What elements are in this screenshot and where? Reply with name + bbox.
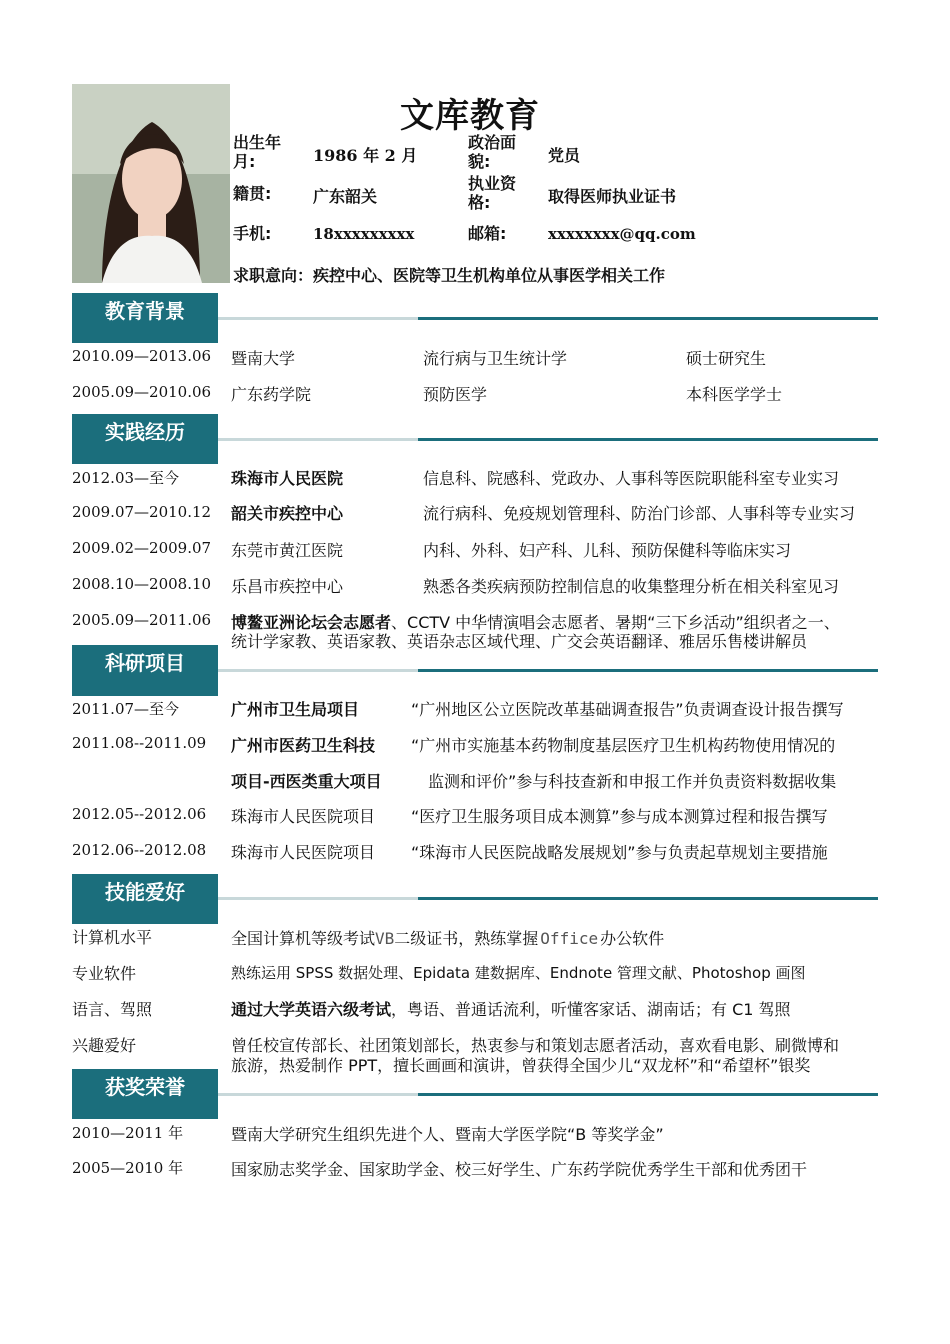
- license-label-line2: 格:: [468, 193, 491, 212]
- practice-org: 珠海市人民医院: [231, 469, 344, 488]
- practice-desc: 内科、外科、妇产科、儿科、预防保健科等临床实习: [423, 541, 792, 560]
- award-date: 2005—2010 年: [72, 1159, 184, 1177]
- edu-date: 2005.09—2010.06: [72, 383, 212, 401]
- research-date: 2011.07—至今: [72, 700, 180, 718]
- skill-computer-d: Office: [540, 929, 599, 948]
- email-value: xxxxxxxx@qq.com: [548, 225, 696, 243]
- award-date: 2010—2011 年: [72, 1124, 184, 1142]
- research-desc: “珠海市人民医院战略发展规划”参与负责起草规划主要措施: [411, 843, 828, 862]
- politics-label-line2: 貌:: [468, 152, 491, 171]
- section-header-education: 教育背景: [72, 293, 218, 343]
- section-header-practice: 实践经历: [72, 414, 218, 464]
- license-label-line1: 执业资: [468, 174, 517, 193]
- phone-label: 手机:: [233, 224, 272, 243]
- research-org: 珠海市人民医院项目: [231, 843, 376, 862]
- research-org: 广州市卫生局项目: [231, 700, 360, 719]
- research-date: 2012.06--2012.08: [72, 841, 207, 859]
- skill-hobby-line2: 旅游，热爱制作 PPT，擅长画画和演讲，曾获得全国少儿“双龙杯”和“希望杯”银奖: [231, 1056, 811, 1075]
- section-divider-education: [218, 317, 878, 320]
- skill-language-rest: ，粤语、普通话流利，听懂客家话、湖南话；有 C1 驾照: [391, 1000, 791, 1019]
- research-desc: “广州市实施基本药物制度基层医疗卫生机构药物使用情况的: [411, 736, 836, 755]
- practice-desc: 信息科、院感科、党政办、人事科等医院职能科室专业实习: [423, 469, 840, 488]
- birth-label: [233, 133, 281, 171]
- politics-value: 党员: [548, 146, 581, 165]
- skill-hobby-line1: 曾任校宣传部长、社团策划部长，热衷参与和策划志愿者活动，喜欢看电影、刷微博和: [231, 1036, 840, 1055]
- practice-org: 博鳌亚洲论坛会志愿者: [231, 613, 392, 632]
- practice-date: 2005.09—2011.06: [72, 611, 212, 629]
- practice-date: 2008.10—2008.10: [72, 575, 212, 593]
- edu-school: 暨南大学: [231, 349, 296, 368]
- section-divider-skills: [218, 897, 878, 900]
- politics-label-line1: 政治面: [468, 133, 517, 152]
- license-value: 取得医师执业证书: [548, 187, 677, 206]
- practice-desc: 、CCTV 中华情演唱会志愿者、暑期“三下乡活动”组织者之一、: [391, 613, 840, 632]
- edu-degree: 硕士研究生: [686, 349, 767, 368]
- edu-major: 流行病与卫生统计学: [423, 349, 568, 368]
- section-divider-awards: [218, 1093, 878, 1096]
- practice-org: 乐昌市疾控中心: [231, 577, 344, 596]
- research-date: 2011.08--2011.09: [72, 734, 207, 752]
- origin-value: 广东韶关: [313, 187, 378, 206]
- skill-computer-e: 办公软件: [600, 929, 665, 948]
- skill-value-software: 熟练运用 SPSS 数据处理、Epidata 建数据库、Endnote 管理文献、Photoshop 画图: [231, 964, 806, 982]
- edu-degree: 本科医学学士: [686, 385, 783, 404]
- profile-photo: [72, 84, 230, 283]
- practice-date: 2009.02—2009.07: [72, 539, 212, 557]
- practice-org: 韶关市疾控中心: [231, 504, 344, 523]
- birth-label-line1: 出生年: [233, 133, 282, 152]
- research-org: 广州市医药卫生科技: [231, 736, 376, 755]
- award-desc: 国家励志奖学金、国家助学金、校三好学生、广东药学院优秀学生干部和优秀团干: [231, 1160, 808, 1179]
- edu-major: 预防医学: [423, 385, 488, 404]
- section-header-skills: 技能爱好: [72, 874, 218, 924]
- practice-desc: 熟悉各类疾病预防控制信息的收集整理分析在相关科室见习: [423, 577, 840, 596]
- practice-date: 2009.07—2010.12: [72, 503, 212, 521]
- skill-label-software: 专业软件: [72, 964, 137, 983]
- research-desc: “医疗卫生服务项目成本测算”参与成本测算过程和报告撰写: [411, 807, 828, 826]
- section-divider-practice: [218, 438, 878, 441]
- skill-computer-a: 全国计算机等级考试: [231, 929, 376, 948]
- candidate-name: 文库教育: [400, 96, 540, 136]
- license-label: [468, 174, 516, 212]
- skill-label-hobby: 兴趣爱好: [72, 1036, 137, 1055]
- phone-value: 18xxxxxxxxx: [313, 225, 415, 243]
- research-org: 珠海市人民医院项目: [231, 807, 376, 826]
- edu-school: 广东药学院: [231, 385, 312, 404]
- skill-language-bold: 通过大学英语六级考试: [231, 1000, 392, 1019]
- section-divider-research: [218, 669, 878, 672]
- skill-computer-c: 二级证书，熟练掌握: [394, 929, 539, 948]
- birth-label-line2: 月:: [233, 152, 256, 171]
- job-intent: 求职意向：疾控中心、医院等卫生机构单位从事医学相关工作: [233, 266, 666, 285]
- email-label: 邮箱:: [468, 224, 507, 243]
- edu-date: 2010.09—2013.06: [72, 347, 212, 365]
- origin-label: 籍贯:: [233, 184, 272, 203]
- birth-value: 1986 年 2 月: [313, 146, 418, 165]
- practice-desc-cont: 统计学家教、英语家教、英语杂志区域代理、广交会英语翻译、雅居乐售楼讲解员: [231, 632, 808, 651]
- research-date: 2012.05--2012.06: [72, 805, 207, 823]
- practice-org: 东莞市黄江医院: [231, 541, 344, 560]
- practice-date: 2012.03—至今: [72, 469, 180, 487]
- skill-computer-b: VB: [375, 929, 395, 948]
- politics-label: [468, 133, 516, 171]
- research-desc: 监测和评价”参与科技查新和申报工作并负责资料数据收集: [428, 772, 837, 791]
- skill-value-language: [231, 997, 791, 1020]
- research-org: 项目-西医类重大项目: [231, 772, 382, 791]
- research-desc: “广州地区公立医院改革基础调查报告”负责调查设计报告撰写: [411, 700, 844, 719]
- section-header-research: 科研项目: [72, 645, 218, 696]
- skill-value-computer: [231, 926, 664, 949]
- skill-label-computer: 计算机水平: [72, 928, 153, 947]
- section-header-awards: 获奖荣誉: [72, 1069, 218, 1119]
- award-desc: 暨南大学研究生组织先进个人、暨南大学医学院“B 等奖学金”: [231, 1125, 664, 1144]
- practice-desc: 流行病科、免疫规划管理科、防治门诊部、人事科等专业实习: [423, 504, 856, 523]
- skill-label-language: 语言、驾照: [72, 1000, 153, 1019]
